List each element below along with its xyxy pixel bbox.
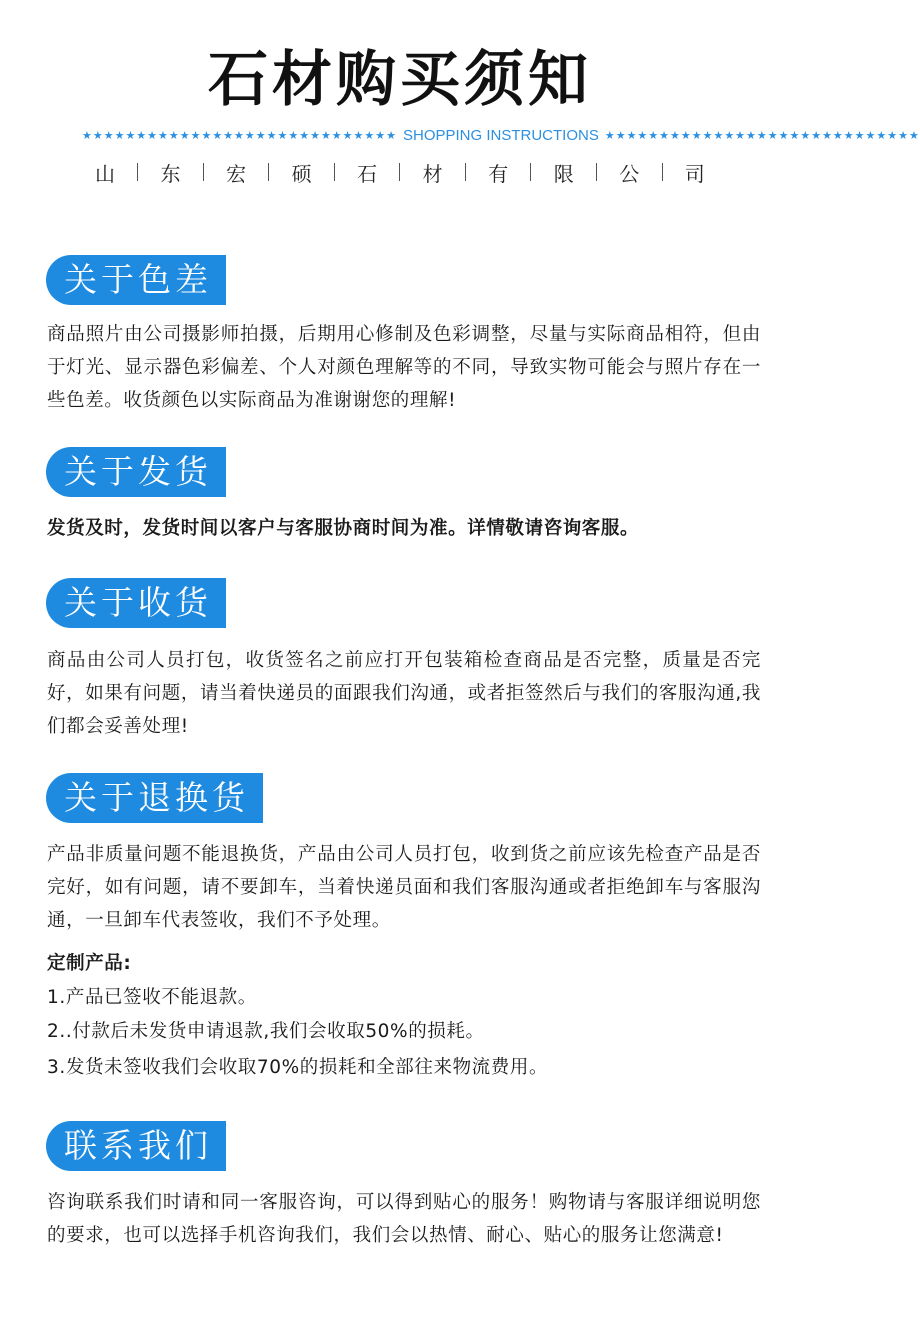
shipping-text: 发货及时，发货时间以客户与客服协商时间为准。详情敬请咨询客服。 [47, 518, 640, 539]
divider [137, 163, 138, 181]
company-char: 有 [488, 161, 509, 186]
company-char: 山 [95, 161, 115, 186]
divider [530, 163, 531, 181]
custom-item-1: 1.产品已签收不能退款。 [47, 987, 257, 1008]
company-char: 东 [160, 161, 181, 186]
contact-text: 咨询联系我们时请和同一客服咨询，可以得到贴心的服务！购物请与客服详细说明您的要求，也可以选择手机咨询我们，我们会以热情、耐心、贴心的服务让您满意! [47, 1192, 761, 1246]
company-char: 限 [553, 161, 574, 186]
color-difference-text: 商品照片由公司摄影师拍摄，后期用心修制及色彩调整，尽量与实际商品相符，但由于灯光、显示器色彩偏差、个人对颜色理解等的不同，导致实物可能会与照片存在一些色差。收货颜色以实际商品为准谢谢您的理解! [47, 324, 761, 411]
returns-text: 产品非质量问题不能退换货，产品由公司人员打包，收到货之前应该先检查产品是否完好，如有问题，请不要卸车，当着快递员面和我们客服沟通或者拒绝卸车与客服沟通，一旦卸车代表签收，我们不予处理。 [47, 844, 761, 931]
stars-left-decoration: ★★★★★★★★★★★★★★★★★★★★★★★★★★★★★ [82, 129, 397, 142]
company-char: 材 [422, 161, 443, 186]
divider [334, 163, 335, 181]
section-tag-contact: 联系我们 [46, 1121, 226, 1171]
company-char: 公 [619, 161, 640, 186]
divider [465, 163, 466, 181]
section-tag-receiving: 关于收货 [46, 578, 226, 628]
page-title: 石材购买须知 [208, 45, 592, 115]
section-tag-returns: 关于退换货 [46, 773, 263, 823]
section-tag-shipping: 关于发货 [46, 447, 226, 497]
company-char: 石 [357, 161, 378, 186]
divider [662, 163, 663, 181]
custom-products-heading: 定制产品: [47, 953, 132, 974]
custom-item-3: 3.发货未签收我们会收取70%的损耗和全部往来物流费用。 [47, 1057, 549, 1078]
company-char: 硕 [291, 161, 312, 186]
divider [596, 163, 597, 181]
divider [268, 163, 269, 181]
custom-item-2: 2..付款后未发货申请退款,我们会收取50%的损耗。 [47, 1021, 485, 1042]
divider [399, 163, 400, 181]
stars-right-decoration: ★★★★★★★★★★★★★★★★★★★★★★★★★★★★★ [604, 129, 920, 142]
company-char: 司 [684, 161, 705, 186]
subtitle-banner [82, 124, 920, 146]
divider [203, 163, 204, 181]
company-name-row [95, 157, 705, 187]
section-tag-color-difference: 关于色差 [46, 255, 226, 305]
receiving-text: 商品由公司人员打包，收货签名之前应打开包装箱检查商品是否完整，质量是否完好，如果有问题，请当着快递员的面跟我们沟通，或者拒签然后与我们的客服沟通,我们都会妥善处理! [47, 650, 761, 737]
subtitle-text: SHOPPING INSTRUCTIONS [402, 126, 599, 144]
company-char: 宏 [226, 161, 247, 186]
